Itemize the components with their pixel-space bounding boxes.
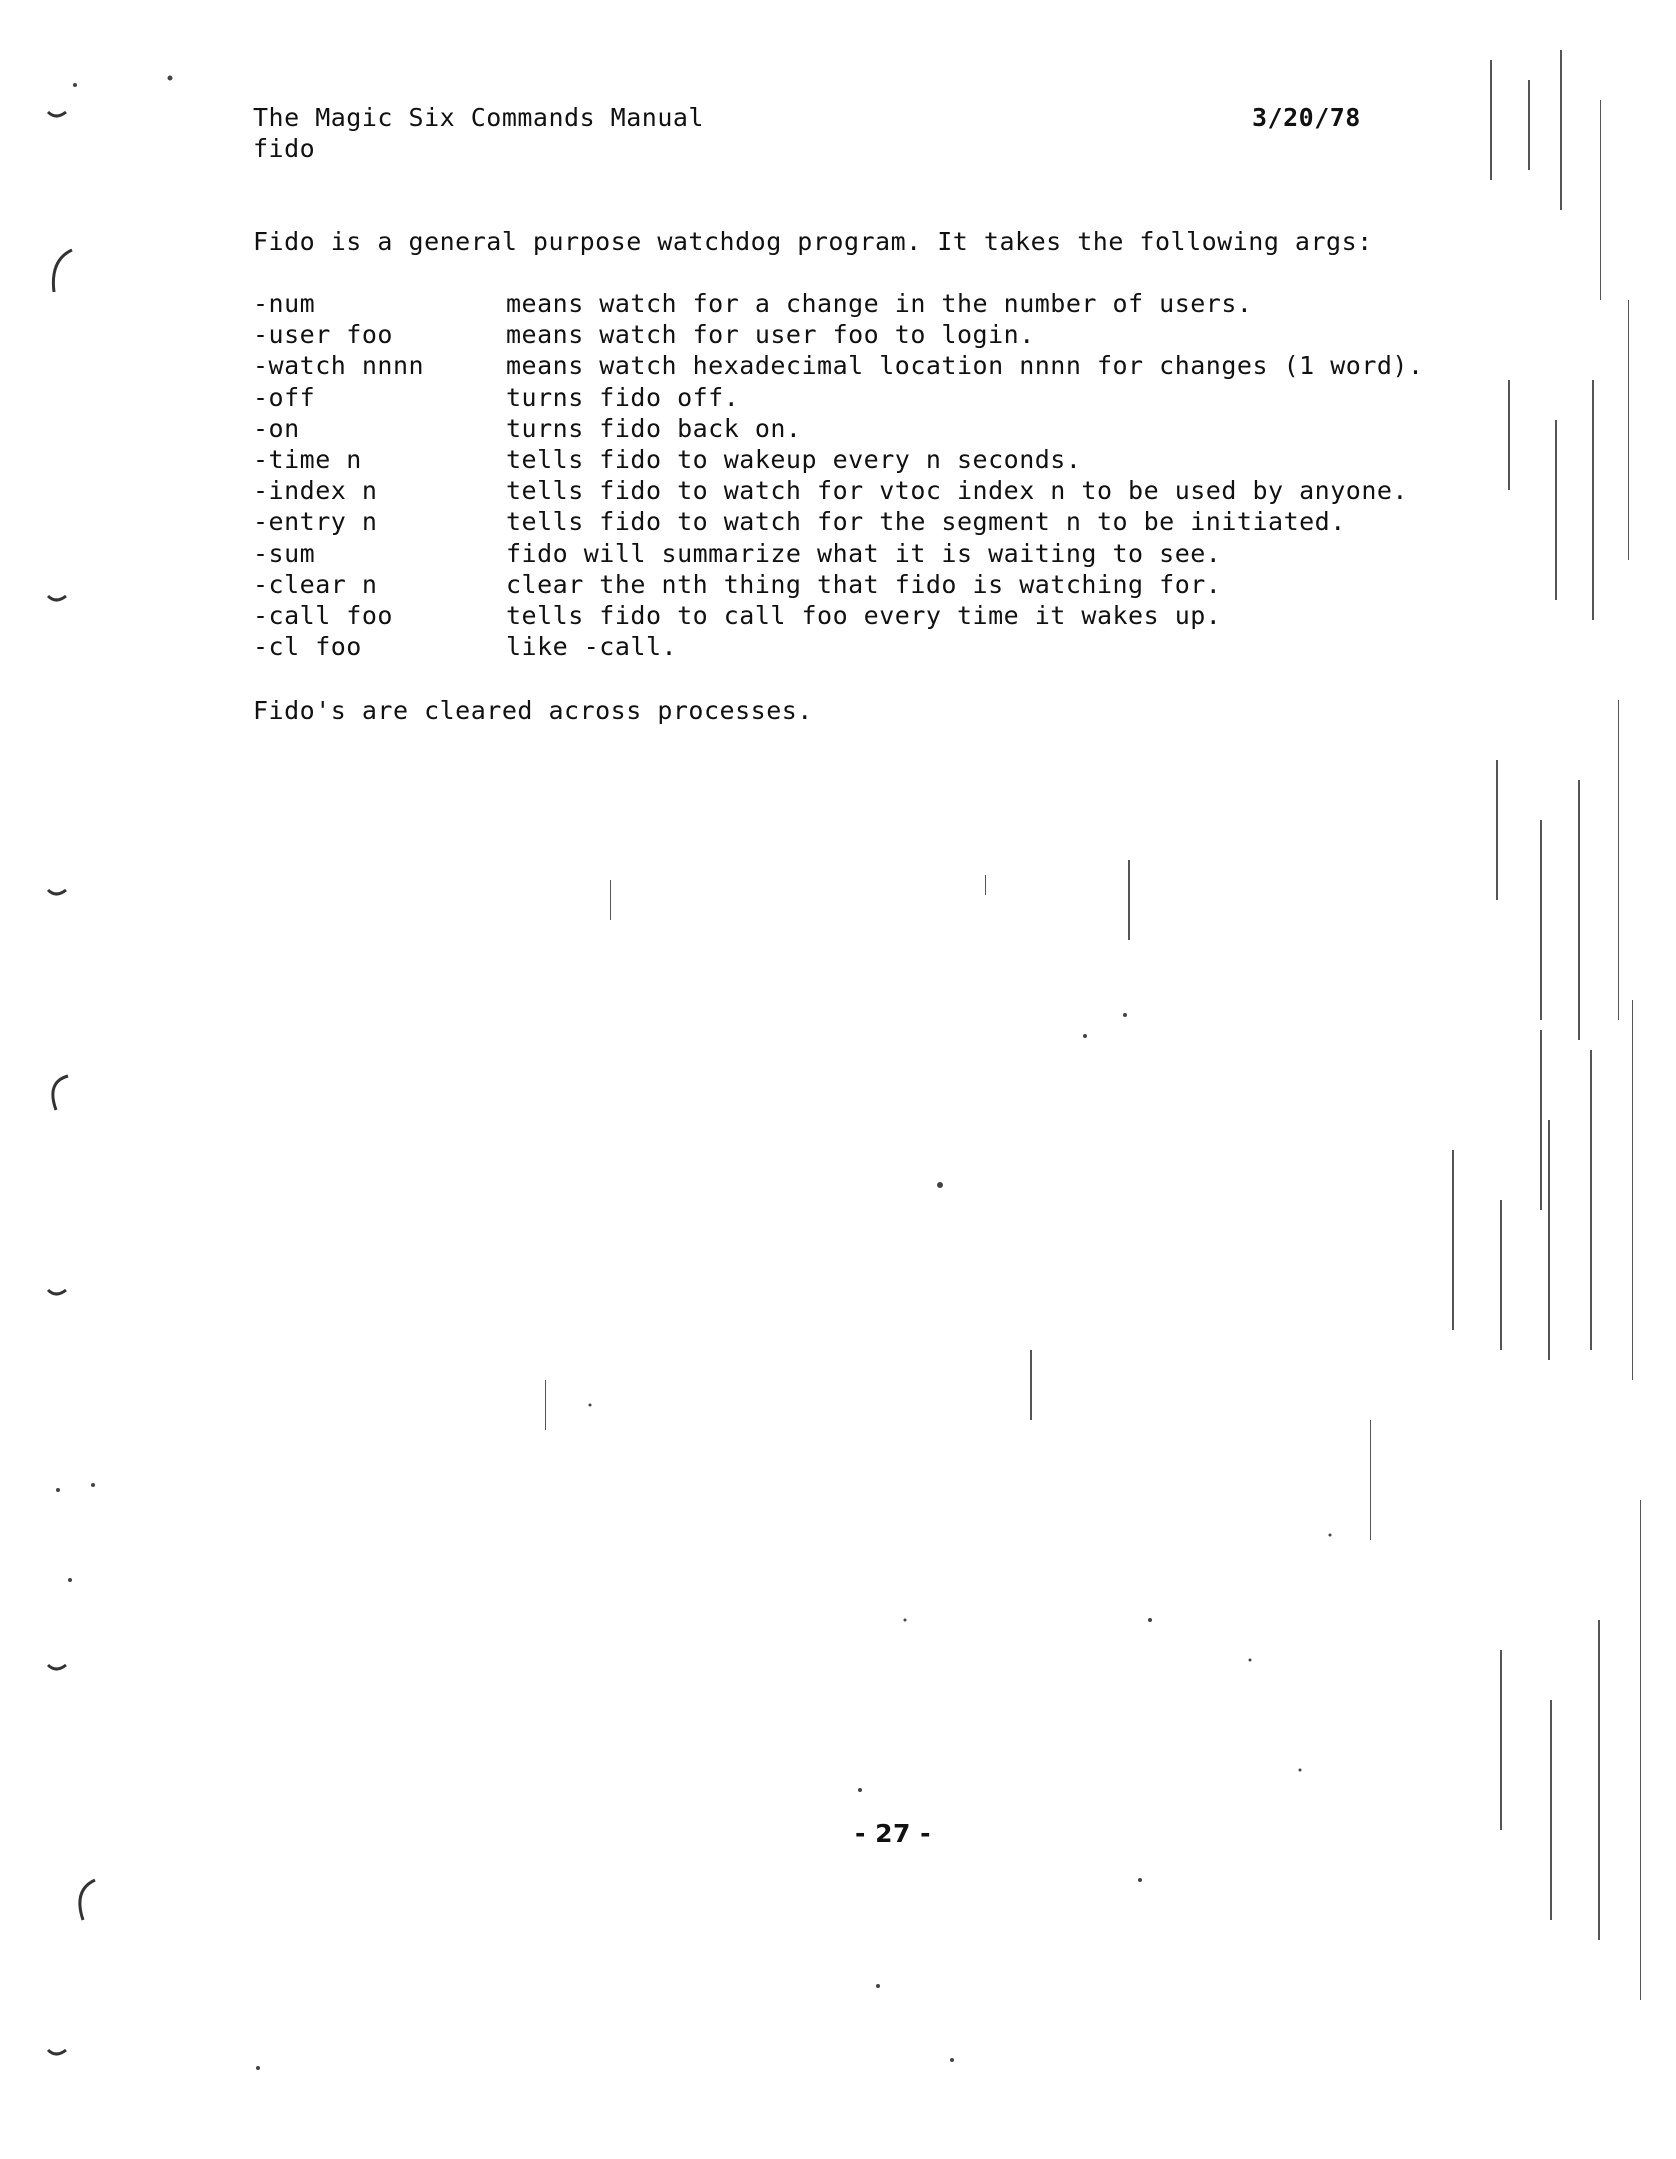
binder-marks bbox=[48, 112, 95, 2054]
arg-description: means watch for a change in the number of users. bbox=[506, 289, 1253, 318]
arg-name: -entry n bbox=[253, 507, 378, 537]
arg-name: -off bbox=[253, 382, 316, 412]
arg-description: turns fido back on. bbox=[506, 413, 802, 443]
arg-name: -user foo bbox=[253, 320, 393, 350]
arg-description: tells fido to watch for the segment n to be initiated. bbox=[506, 507, 1346, 537]
arg-description: fido will summarize what it is waiting to see. bbox=[506, 538, 1222, 568]
footer-note: Fido's are cleared across processes. bbox=[253, 696, 813, 725]
arg-name: -cl foo bbox=[253, 632, 362, 662]
arg-description: tells fido to call foo every time it wakes up. bbox=[506, 600, 1222, 630]
manual-title: The Magic Six Commands Manual bbox=[253, 103, 704, 132]
arg-description: tells fido to wakeup every n seconds. bbox=[506, 444, 1082, 474]
arg-description: turns fido off. bbox=[506, 382, 740, 412]
intro-paragraph: Fido is a general purpose watchdog program. It takes the following args: bbox=[253, 227, 1373, 256]
arg-name: -index n bbox=[253, 476, 378, 506]
arg-description: like -call. bbox=[506, 632, 678, 662]
arg-name: -time n bbox=[253, 444, 362, 474]
arg-name: -on bbox=[253, 413, 300, 443]
command-name: fido bbox=[253, 134, 316, 163]
arg-name: -num bbox=[253, 289, 316, 318]
arg-name: -call foo bbox=[253, 600, 393, 630]
arg-description: means watch for user foo to login. bbox=[506, 320, 1035, 350]
arg-description: tells fido to watch for vtoc index n to be used by anyone. bbox=[506, 476, 1408, 506]
page-number: - 27 - bbox=[855, 1819, 931, 1848]
arg-name: -watch nnnn bbox=[253, 351, 425, 381]
arg-name: -sum bbox=[253, 538, 316, 568]
arg-description: means watch hexadecimal location nnnn for changes (1 word). bbox=[506, 351, 1424, 381]
manual-date: 3/20/78 bbox=[1252, 103, 1361, 132]
arg-name: -clear n bbox=[253, 569, 378, 599]
arg-description: clear the nth thing that fido is watching for. bbox=[506, 569, 1222, 599]
